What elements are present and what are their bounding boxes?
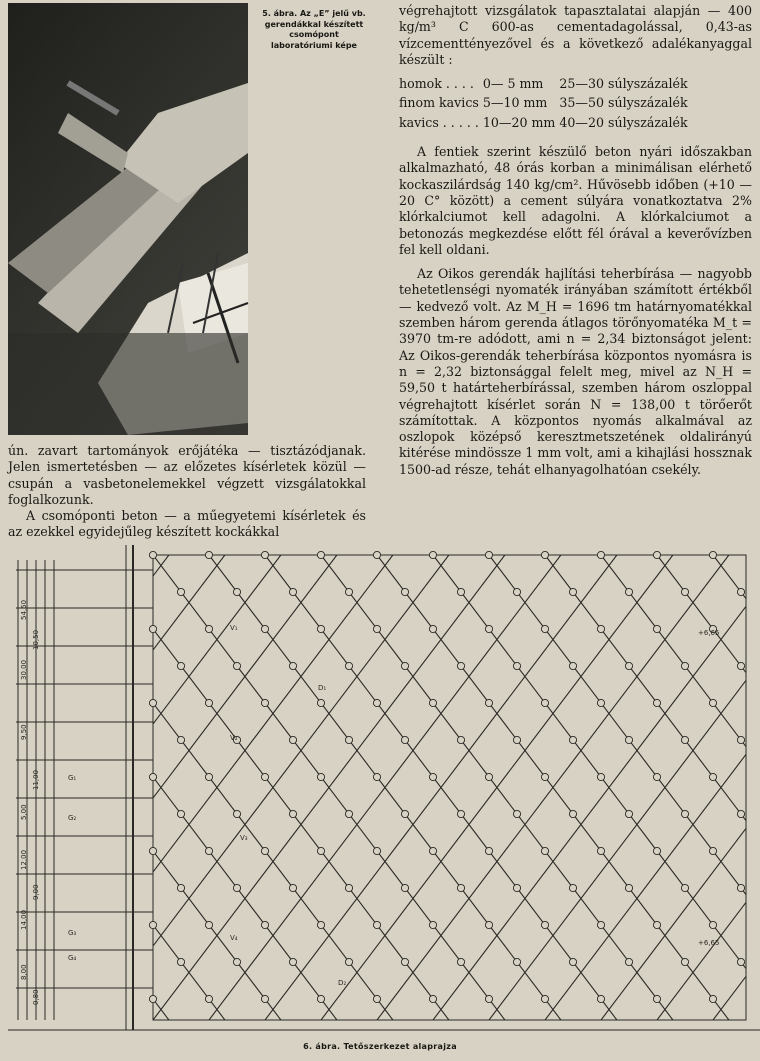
- dimension-label: 54,50: [20, 599, 28, 620]
- node-marker: [205, 921, 212, 928]
- diagonal-rib: [433, 555, 760, 1020]
- plan-mark: D₁: [318, 684, 327, 692]
- node-marker: [653, 699, 660, 706]
- node-marker: [177, 958, 184, 965]
- node-marker: [653, 625, 660, 632]
- node-marker: [709, 773, 716, 780]
- node-marker: [513, 736, 520, 743]
- node-marker: [429, 551, 436, 558]
- node-marker: [485, 995, 492, 1002]
- node-marker: [625, 884, 632, 891]
- node-marker: [289, 736, 296, 743]
- node-marker: [653, 551, 660, 558]
- plan-mark: V₁: [230, 624, 238, 632]
- node-marker: [737, 662, 744, 669]
- paragraph: A csomóponti beton — a műegyetemi kísérletek és az ezekkel egyidejűleg készített kockákkal: [8, 508, 366, 540]
- joint-photo-image: [8, 3, 370, 435]
- node-marker: [401, 662, 408, 669]
- node-marker: [401, 736, 408, 743]
- node-marker: [541, 625, 548, 632]
- plan-caption: 6. ábra. Tetőszerkezet alaprajza: [303, 1042, 457, 1051]
- node-marker: [261, 995, 268, 1002]
- node-marker: [457, 736, 464, 743]
- node-marker: [177, 736, 184, 743]
- plan-mark: G₃: [68, 929, 77, 937]
- node-marker: [233, 662, 240, 669]
- node-marker: [289, 958, 296, 965]
- table-cell: homok . . . .: [399, 76, 474, 92]
- node-marker: [457, 810, 464, 817]
- dimension-label: 8,00: [20, 964, 28, 980]
- node-marker: [177, 884, 184, 891]
- plan-mark: V₂: [230, 734, 238, 742]
- node-marker: [261, 551, 268, 558]
- node-marker: [373, 551, 380, 558]
- node-marker: [429, 921, 436, 928]
- node-marker: [429, 995, 436, 1002]
- node-marker: [625, 662, 632, 669]
- node-marker: [261, 699, 268, 706]
- node-marker: [317, 995, 324, 1002]
- node-marker: [401, 810, 408, 817]
- diagonal-rib: [601, 555, 760, 1020]
- node-marker: [233, 810, 240, 817]
- node-marker: [541, 995, 548, 1002]
- node-marker: [541, 921, 548, 928]
- node-marker: [681, 958, 688, 965]
- table-row: [399, 95, 692, 114]
- dimension-label: 10,50: [32, 629, 40, 650]
- node-marker: [737, 588, 744, 595]
- paragraph: A fentiek szerint készülő beton nyári időszakban alkalmazható, 48 órás korban a minimálisan elérhető kockaszilárdság 140 kg/cm². Hűvösebb időben (+10 —20 C° között) a cement súlyára vonatkoztatva 2% klórkalciumot kell adagolni. A klórkalciumot a betonozás megkezdése előtt fél órával a keverővízben fel kell oldani.: [399, 144, 752, 257]
- right-column: [399, 3, 752, 478]
- node-marker: [709, 847, 716, 854]
- node-marker: [625, 588, 632, 595]
- node-marker: [597, 699, 604, 706]
- table-row: [399, 115, 692, 134]
- node-marker: [429, 625, 436, 632]
- node-marker: [345, 736, 352, 743]
- table-cell: 10—20 mm: [482, 114, 556, 130]
- dimension-label: 12,00: [20, 849, 28, 870]
- diagonal-rib: [489, 555, 760, 1020]
- diagonal-rib: [713, 555, 760, 1020]
- node-marker: [569, 884, 576, 891]
- node-marker: [149, 921, 156, 928]
- node-marker: [485, 551, 492, 558]
- node-marker: [709, 995, 716, 1002]
- paragraph: ún. zavart tartományok erőjátéka — tisztázódjanak. Jelen ismertetésben — az előzetes kísérletek közül — csupán a vasbetonelemekkel végzett vizsgálatokkal foglalkozunk.: [8, 443, 366, 507]
- node-marker: [345, 662, 352, 669]
- dimension-label: 5,00: [20, 804, 28, 820]
- node-marker: [401, 884, 408, 891]
- diagonal-rib: [657, 555, 760, 1020]
- node-marker: [261, 625, 268, 632]
- node-marker: [653, 921, 660, 928]
- node-marker: [597, 625, 604, 632]
- node-marker: [289, 884, 296, 891]
- diagonal-rib: [713, 555, 760, 1020]
- node-marker: [485, 625, 492, 632]
- node-marker: [317, 921, 324, 928]
- node-marker: [681, 736, 688, 743]
- node-marker: [345, 588, 352, 595]
- node-marker: [737, 736, 744, 743]
- plan-mark: G₄: [68, 954, 77, 962]
- node-marker: [429, 847, 436, 854]
- table-cell: kavics . . . . .: [399, 114, 479, 130]
- node-marker: [289, 588, 296, 595]
- node-marker: [205, 699, 212, 706]
- paragraph: végrehajtott vizsgálatok tapasztalatai alapján — 400 kg/m³ C 600-as cementadagolással, 0,43-as vízcementtényezővel és a következő adalékanyaggal készült :: [399, 3, 752, 67]
- node-marker: [597, 773, 604, 780]
- node-marker: [345, 884, 352, 891]
- node-marker: [317, 625, 324, 632]
- node-marker: [569, 662, 576, 669]
- photo-caption: 5. ábra. Az „E” jelű vb. gerendákkal készített csomópont laboratóriumi képe: [262, 9, 366, 50]
- table-cell: 40—20 súlyszázalék: [559, 114, 688, 130]
- diagonal-rib: [433, 555, 760, 1020]
- node-marker: [569, 736, 576, 743]
- node-marker: [233, 884, 240, 891]
- node-marker: [205, 847, 212, 854]
- plan-outline: [153, 555, 746, 1020]
- left-column: [8, 443, 366, 541]
- node-marker: [233, 958, 240, 965]
- node-marker: [289, 810, 296, 817]
- node-marker: [681, 810, 688, 817]
- node-marker: [149, 995, 156, 1002]
- table-cell: 25—30 súlyszázalék: [559, 76, 688, 92]
- node-marker: [681, 884, 688, 891]
- node-marker: [737, 884, 744, 891]
- node-marker: [317, 551, 324, 558]
- plan-mark: V₃: [240, 834, 248, 842]
- table-cell: 5—10 mm: [482, 95, 548, 111]
- node-marker: [597, 921, 604, 928]
- node-marker: [541, 699, 548, 706]
- node-marker: [485, 847, 492, 854]
- node-marker: [513, 884, 520, 891]
- node-marker: [149, 847, 156, 854]
- diagonal-rib: [545, 555, 760, 1020]
- node-marker: [345, 958, 352, 965]
- node-marker: [149, 551, 156, 558]
- plan-mark: D₂: [338, 979, 347, 987]
- node-marker: [317, 847, 324, 854]
- node-marker: [541, 773, 548, 780]
- node-marker: [457, 588, 464, 595]
- node-marker: [261, 921, 268, 928]
- roof-structure-plan: [8, 540, 760, 1040]
- paragraph: Az Oikos gerendák hajlítási teherbírása — nagyobb tehetetlenségi nyomaték irányában számított értékből — kedvező volt. Az M_H = 1696 tm határnyomatékkal szemben három gerenda átlagos törőnyomatéka M_t = 3970 tm-re adódott, ami n = 2,34 biztonságot jelent: Az Oikos-gerendák teherbírása központos nyomásra is n = 2,32 biztonsággal felelt meg, mivel az N_H = 59,50 t határteherbírással, szemben három oszloppal végrehajtott kísérlet során N = 138,00 t törőerőt számítottak. A központos nyomás alkalmával az oszlopok középső keresztmetszetének oldalirányú kitérése mindössze 1 mm volt, ami a kihajlási hossznak 1500-ad része, tehát elhanyagolhatóan csekély.: [399, 266, 752, 477]
- node-marker: [373, 625, 380, 632]
- node-marker: [317, 699, 324, 706]
- dimension-label: 0,80: [32, 989, 40, 1005]
- level-label: +6,65: [698, 939, 720, 947]
- table-cell: 0— 5 mm: [482, 76, 544, 92]
- aggregate-table: [399, 76, 692, 134]
- node-marker: [485, 699, 492, 706]
- node-marker: [541, 847, 548, 854]
- node-marker: [485, 921, 492, 928]
- table-cell: finom kavics: [399, 95, 479, 111]
- node-marker: [429, 773, 436, 780]
- node-marker: [625, 958, 632, 965]
- node-marker: [513, 958, 520, 965]
- laboratory-photo: [8, 3, 370, 435]
- node-marker: [709, 921, 716, 928]
- node-marker: [261, 847, 268, 854]
- node-marker: [737, 810, 744, 817]
- node-marker: [681, 662, 688, 669]
- node-marker: [709, 699, 716, 706]
- diagonal-rib: [545, 555, 760, 1020]
- node-marker: [569, 958, 576, 965]
- node-marker: [569, 810, 576, 817]
- node-marker: [457, 958, 464, 965]
- level-label: +6,65: [698, 629, 720, 637]
- dimension-label: 9,00: [32, 884, 40, 900]
- plan-mark: G₂: [68, 814, 77, 822]
- node-marker: [457, 662, 464, 669]
- table-cell: 35—50 súlyszázalék: [559, 95, 688, 111]
- node-marker: [625, 810, 632, 817]
- node-marker: [569, 588, 576, 595]
- diagonal-rib: [489, 555, 760, 1020]
- node-marker: [149, 625, 156, 632]
- node-marker: [541, 551, 548, 558]
- node-marker: [289, 662, 296, 669]
- node-marker: [429, 699, 436, 706]
- node-marker: [513, 588, 520, 595]
- node-marker: [233, 588, 240, 595]
- node-marker: [373, 699, 380, 706]
- node-marker: [653, 995, 660, 1002]
- dimension-label: 9,50: [20, 724, 28, 740]
- diagonal-rib: [601, 555, 760, 1020]
- node-marker: [597, 551, 604, 558]
- node-marker: [653, 773, 660, 780]
- node-marker: [373, 773, 380, 780]
- node-marker: [401, 588, 408, 595]
- node-marker: [373, 847, 380, 854]
- node-marker: [205, 995, 212, 1002]
- node-marker: [149, 699, 156, 706]
- plan-drawing: [8, 540, 760, 1040]
- node-marker: [373, 921, 380, 928]
- node-marker: [625, 736, 632, 743]
- node-marker: [149, 773, 156, 780]
- node-marker: [345, 810, 352, 817]
- node-marker: [513, 810, 520, 817]
- node-marker: [177, 810, 184, 817]
- node-marker: [317, 773, 324, 780]
- plan-mark: G₁: [68, 774, 77, 782]
- plan-mark: V₄: [230, 934, 238, 942]
- node-marker: [597, 995, 604, 1002]
- node-marker: [485, 773, 492, 780]
- node-marker: [597, 847, 604, 854]
- dimension-label: 11,00: [32, 769, 40, 790]
- node-marker: [177, 588, 184, 595]
- table-row: [399, 76, 692, 95]
- diagonal-rib: [657, 555, 760, 1020]
- node-marker: [681, 588, 688, 595]
- node-marker: [177, 662, 184, 669]
- dimension-label: 14,00: [20, 909, 28, 930]
- node-marker: [205, 773, 212, 780]
- node-marker: [513, 662, 520, 669]
- node-marker: [653, 847, 660, 854]
- node-marker: [737, 958, 744, 965]
- node-marker: [401, 958, 408, 965]
- node-marker: [457, 884, 464, 891]
- node-marker: [205, 625, 212, 632]
- dimension-label: 30,00: [20, 659, 28, 680]
- node-marker: [261, 773, 268, 780]
- node-marker: [709, 551, 716, 558]
- node-marker: [373, 995, 380, 1002]
- node-marker: [205, 551, 212, 558]
